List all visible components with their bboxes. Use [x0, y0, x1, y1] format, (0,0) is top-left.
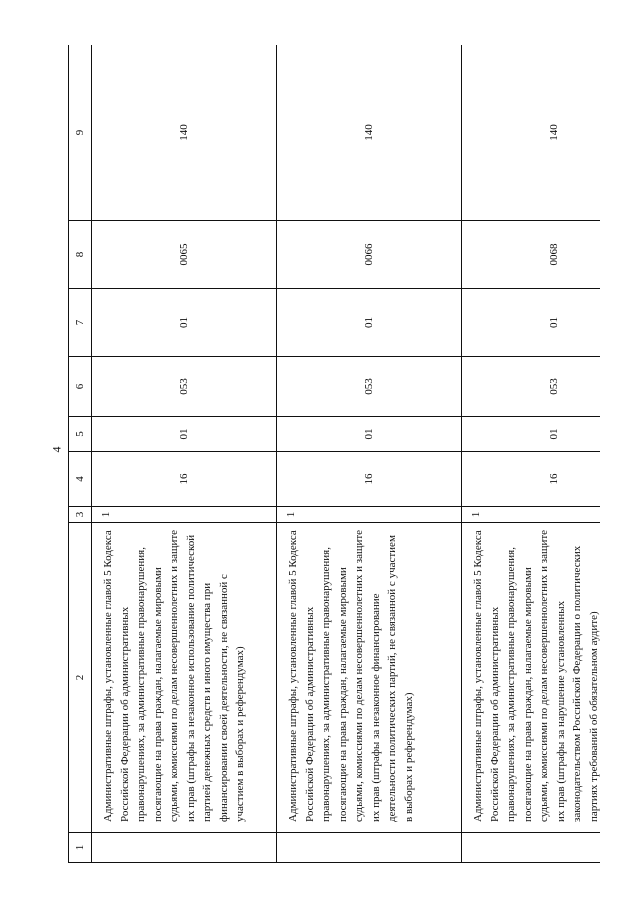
cell-col7: 01: [92, 289, 277, 357]
cell-col9: 140: [462, 45, 601, 221]
cell-col6: 053: [92, 357, 277, 417]
header-cell: 1: [69, 833, 92, 863]
cell-col1: [277, 833, 462, 863]
cell-description: [277, 523, 462, 833]
cell-col5: 01: [277, 417, 462, 452]
description-text: Административные штрафы, установленные главой 5 Кодекса Российской Федерации об административных правонарушениях, за административные правонарушения, посягающие на права граждан, налагаемые мировыми судьями, комиссиями по делам несовершеннолетних и защите их прав (штрафы за незаконное финансирование деятельности политических партий, не связанной с участием в выборах и референдумах): [287, 529, 415, 822]
cell-col8: 0066: [277, 221, 462, 289]
cell-col6: 053: [277, 357, 462, 417]
cell-col3: 1: [277, 507, 462, 523]
cell-col9: 140: [92, 45, 277, 221]
table-container: [68, 45, 600, 863]
cell-col4: 16: [92, 452, 277, 507]
cell-col6: 053: [462, 357, 601, 417]
description-text: Административные штрафы, установленные главой 5 Кодекса Российской Федерации об административных правонарушениях, за административные правонарушения, посягающие на права граждан, налагаемые мировыми судьями, комиссиями по делам несовершеннолетних и защите их прав (штрафы за незаконное использование политической партией денежных средств и иного имущества при финансировании своей деятельности, не связанной с участием в выборах и референдумах): [102, 529, 246, 822]
page-number: 4: [49, 446, 64, 453]
header-cell: 6: [69, 357, 92, 417]
header-cell: 3: [69, 507, 92, 523]
cell-col7: 01: [277, 289, 462, 357]
cell-col5: 01: [92, 417, 277, 452]
header-cell: 8: [69, 221, 92, 289]
header-cell: 2: [69, 523, 92, 833]
cell-col8: 0065: [92, 221, 277, 289]
table-header-row: [69, 45, 92, 863]
cell-col4: 16: [277, 452, 462, 507]
cell-col1: [462, 833, 601, 863]
cell-col3: 1: [92, 507, 277, 523]
cell-col5: 01: [462, 417, 601, 452]
table-row: [462, 45, 601, 863]
cell-col3: 1: [462, 507, 601, 523]
cell-col8: 0068: [462, 221, 601, 289]
table-row: [277, 45, 462, 863]
table-row: [92, 45, 277, 863]
cell-col9: 140: [277, 45, 462, 221]
header-cell: 9: [69, 45, 92, 221]
cell-description: [462, 523, 601, 833]
header-cell: 4: [69, 452, 92, 507]
cell-description: [92, 523, 277, 833]
cell-col1: [92, 833, 277, 863]
header-cell: 5: [69, 417, 92, 452]
header-cell: 7: [69, 289, 92, 357]
cell-col7: 01: [462, 289, 601, 357]
cell-col4: 16: [462, 452, 601, 507]
budget-classification-table: [68, 45, 600, 863]
description-text: Административные штрафы, установленные главой 5 Кодекса Российской Федерации об административных правонарушениях, за административные правонарушения, посягающие на права граждан, налагаемые мировыми судьями, комиссиями по делам несовершеннолетних и защите их прав (штрафы за нарушение установленных законодательством Российской Федерации о политических партиях требований об обязательном аудите): [472, 529, 600, 822]
